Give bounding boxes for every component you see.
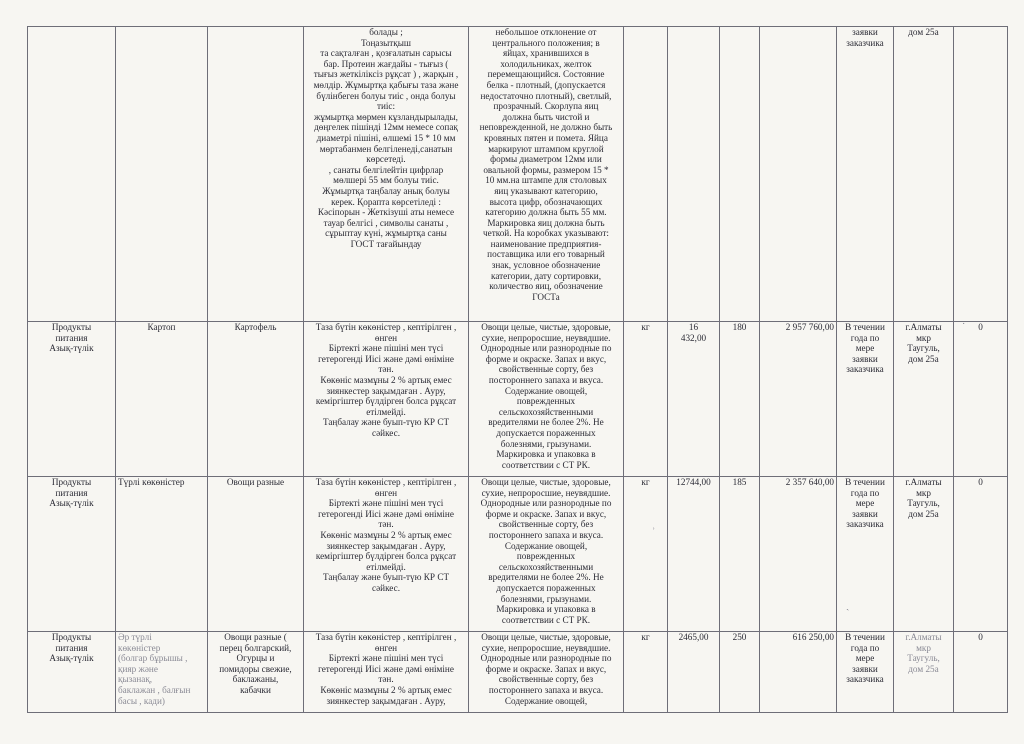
sum-cell — [760, 27, 837, 322]
name-ru-cell: Овощи разные ( перец болгарский, Огурцы и помидоры свежие, баклажаны, кабачки — [208, 632, 304, 713]
scan-speck: ˙ — [962, 322, 966, 333]
category-cell: Продукты питания Азық-түлік — [28, 632, 116, 713]
price-cell: 180 — [720, 322, 760, 477]
table-row — [28, 322, 1008, 477]
price-cell — [720, 27, 760, 322]
quantity-cell: 2465,00 — [668, 632, 720, 713]
delivery-place-cell: г.Алматы мкр Таугуль, дом 25а — [894, 632, 954, 713]
name-kz-cell — [116, 27, 208, 322]
description-kz-cell: болады ; Тоңазытқыш та сақталған , қозғалатын сарысы бар. Протеин жағдайы - тығыз ( тығыз жеткіліксіз рұқсат ) , жарқын , мөлдір. Жұмыртқа қабығы таза және бүлінбеген болуы тиіс , онда болуы тиіс: жұмыртқа мөрмен кұзландырылады, дөңгелек пішінді 12мм немесе сопақ диаметрі пішіні, өлшемі 15 * 10 мм мөртабанмен белгіленеді,санатын көрсетеді. , санаты белгілейтін цифрлар мөлшері 55 мм болуы тиіс. Жұмыртқа таңбалау анық болуы керек. Қорапта көрсетіледі : Кәсіпорын - Жеткізуші аты немесе тауар белгісі , символы санаты , сұрыптау күні, жұмыртқа саны ГОСТ тағайындау — [304, 27, 469, 322]
advance-cell: 0 — [954, 632, 1008, 713]
procurement-table — [27, 26, 1008, 713]
quantity-cell: 16 432,00 — [668, 322, 720, 477]
unit-cell: кг — [624, 322, 668, 477]
description-ru-cell: Овощи целые, чистые, здоровые, сухие, непроросшие, неувядшие. Однородные или разнородные по форме и окраске. Запах и вкус, свойственные сорту, без постороннего запаха и вкуса. Содержание овощей, поврежденных сельскохозяйственными вредителями не более 2%. Не допускается пораженных болезнями, грызунами. Маркировка и упаковка в соответствии с СТ РК. — [469, 322, 624, 477]
description-ru-cell: небольшое отклонение от центрального положения; в яйцах, хранившихся в холодильниках, желток перемещающийся. Состояние белка - плотный, (допускается недостаточно плотный), светлый, прозрачный. Скорлупа яиц должна быть чистой и неповрежденной, не должно быть кровяных пятен и помета. Яйца маркируют штампом круглой формы диаметром 12мм или овальной формы, размером 15 * 10 мм.на штампе для столовых яиц указывают категорию, высота цифр, обозначающих категорию должна быть 55 мм. Маркировка яиц должна быть четкой. На коробках указывают: наименование предприятия- поставщика или его товарный знак, условное обозначение категории, дату сортировки, количество яиц, обозначение ГОСТа — [469, 27, 624, 322]
advance-cell: 0 — [954, 477, 1008, 632]
quantity-cell — [668, 27, 720, 322]
sum-cell: 2 957 760,00 — [760, 322, 837, 477]
name-ru-cell: Овощи разные — [208, 477, 304, 632]
unit-cell: кг — [624, 632, 668, 713]
description-kz-cell: Таза бүтін көкөністер , кептірілген , өнген Біртекті және пішіні мен түсі гетерогенді Иісі және дәмі өніміне тән. Көкөніс мазмұны 2 % артық емес зиянкестер зақымдаған . Ауру, кеміргіштер бүлдірген болса рұқсат етілмейді. Таңбалау және буып-түю КР СТ сәйкес. — [304, 477, 469, 632]
delivery-term-cell: заявки заказчика — [837, 27, 894, 322]
delivery-place-cell: г.Алматы мкр Таугуль, дом 25а — [894, 477, 954, 632]
delivery-place-cell: дом 25а — [894, 27, 954, 322]
table-row — [28, 632, 1008, 713]
category-cell — [28, 27, 116, 322]
table-row — [28, 27, 1008, 322]
price-cell: 185 — [720, 477, 760, 632]
description-kz-cell: Таза бүтін көкөністер , кептірілген , өнген Біртекті және пішіні мен түсі гетерогенді Иісі және дәмі өніміне тән. Көкөніс мазмұны 2 % артық емес зиянкестер зақымдаған . Ауру, кеміргіштер бүлдірген болса рұқсат етілмейді. Таңбалау және буып-түю КР СТ сәйкес. — [304, 322, 469, 477]
scan-speck: ˒ — [652, 522, 656, 533]
sum-cell: 2 357 640,00 — [760, 477, 837, 632]
table-row — [28, 477, 1008, 632]
delivery-place-cell: г.Алматы мкр Таугуль, дом 25а — [894, 322, 954, 477]
name-kz-cell: Түрлі көкөністер — [116, 477, 208, 632]
advance-cell — [954, 27, 1008, 322]
advance-cell: 0 — [954, 322, 1008, 477]
quantity-cell: 12744,00 — [668, 477, 720, 632]
price-cell: 250 — [720, 632, 760, 713]
sum-cell: 616 250,00 — [760, 632, 837, 713]
unit-cell: кг — [624, 477, 668, 632]
category-cell: Продукты питания Азық-түлік — [28, 322, 116, 477]
name-ru-cell: Картофель — [208, 322, 304, 477]
unit-cell — [624, 27, 668, 322]
delivery-term-cell: В течении года по мере заявки заказчика — [837, 477, 894, 632]
description-kz-cell: Таза бүтін көкөністер , кептірілген , өнген Біртекті және пішіні мен түсі гетерогенді Иісі және дәмі өніміне тән. Көкөніс мазмұны 2 % артық емес зиянкестер зақымдаған . Ауру, — [304, 632, 469, 713]
name-kz-cell: Картоп — [116, 322, 208, 477]
scan-speck: ˎ — [846, 600, 850, 611]
description-ru-cell: Овощи целые, чистые, здоровые, сухие, непроросшие, неувядшие. Однородные или разнородные по форме и окраске. Запах и вкус, свойственные сорту, без постороннего запаха и вкуса. Содержание овощей, поврежденных сельскохозяйственными вредителями не более 2%. Не допускается пораженных болезнями, грызунами. Маркировка и упаковка в соответствии с СТ РК. — [469, 477, 624, 632]
name-kz-cell: Әр түрлі көкөністер (болгар бұрышы , қияр және қызанақ, баклажан , балғын басы , кади) — [116, 632, 208, 713]
name-ru-cell — [208, 27, 304, 322]
delivery-term-cell: В течении года по мере заявки заказчика — [837, 322, 894, 477]
delivery-term-cell: В течении года по мере заявки заказчика — [837, 632, 894, 713]
category-cell: Продукты питания Азық-түлік — [28, 477, 116, 632]
description-ru-cell: Овощи целые, чистые, здоровые, сухие, непроросшие, неувядшие. Однородные или разнородные по форме и окраске. Запах и вкус, свойственные сорту, без постороннего запаха и вкуса. Содержание овощей, — [469, 632, 624, 713]
